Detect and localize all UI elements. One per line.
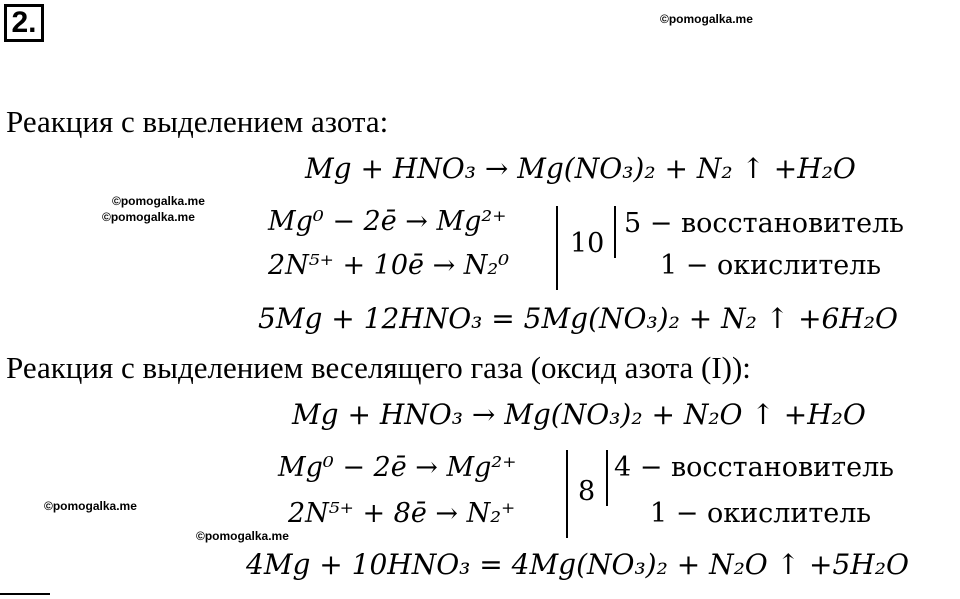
section1-oxidizer-role: 1 − окислитель bbox=[660, 250, 882, 281]
section2-half-reaction-2: 2N⁵⁺ + 8ē → N₂⁺ bbox=[288, 498, 516, 529]
watermark: ©pomogalka.me bbox=[44, 499, 137, 513]
balance-divider bbox=[566, 450, 568, 538]
watermark: ©pomogalka.me bbox=[112, 194, 205, 208]
section1-half-reaction-2: 2N⁵⁺ + 10ē → N₂⁰ bbox=[268, 250, 510, 281]
balance-divider bbox=[614, 206, 616, 258]
section1-reducer-role: 5 − восстановитель bbox=[624, 208, 904, 239]
section2-scheme: Mg + HNO₃ → Mg(NO₃)₂ + N₂O ↑ +H₂O bbox=[292, 398, 866, 431]
watermark: ©pomogalka.me bbox=[196, 529, 289, 543]
section1-balanced-equation: 5Mg + 12HNO₃ = 5Mg(NO₃)₂ + N₂ ↑ +6H₂O bbox=[258, 302, 898, 335]
watermark: ©pomogalka.me bbox=[102, 210, 195, 224]
section2-half-reaction-1: Mg⁰ − 2ē → Mg²⁺ bbox=[278, 452, 517, 483]
section1-scheme: Mg + HNO₃ → Mg(NO₃)₂ + N₂ ↑ +H₂O bbox=[305, 152, 856, 185]
section2-lcm: 8 bbox=[578, 476, 596, 507]
footer-rule bbox=[0, 593, 50, 595]
problem-number: 2. bbox=[4, 4, 44, 42]
section1-lcm: 10 bbox=[570, 228, 605, 259]
section1-half-reaction-1: Mg⁰ − 2ē → Mg²⁺ bbox=[268, 206, 507, 237]
section2-balanced-equation: 4Mg + 10HNO₃ = 4Mg(NO₃)₂ + N₂O ↑ +5H₂O bbox=[246, 548, 909, 581]
section2-oxidizer-role: 1 − окислитель bbox=[650, 498, 872, 529]
watermark: ©pomogalka.me bbox=[660, 12, 753, 26]
section2-reducer-role: 4 − восстановитель bbox=[614, 452, 894, 483]
balance-divider bbox=[606, 450, 608, 506]
section1-heading: Реакция с выделением азота: bbox=[6, 104, 389, 139]
section2-heading: Реакция с выделением веселящего газа (оксид азота (I)): bbox=[6, 350, 751, 385]
balance-divider bbox=[556, 206, 558, 290]
